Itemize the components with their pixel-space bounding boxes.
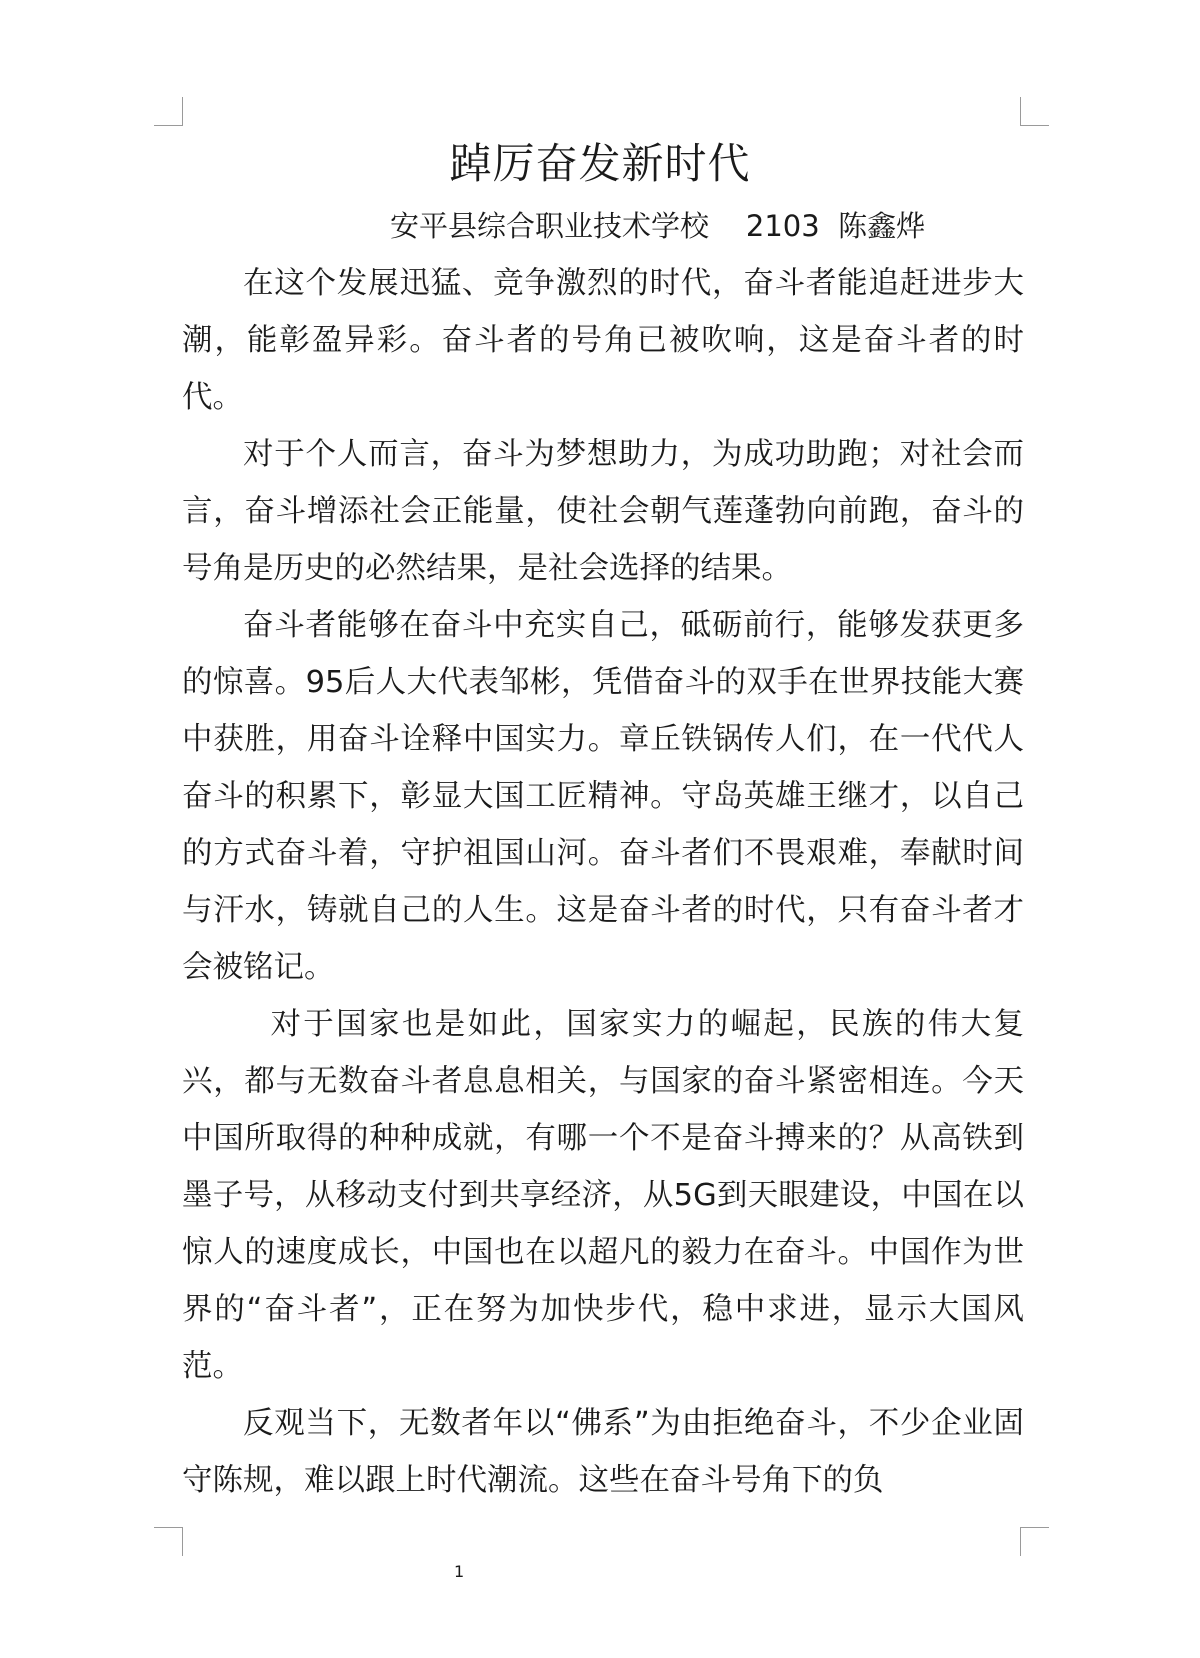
crop-mark-top-left xyxy=(154,97,183,126)
paragraph: 奋斗者能够在奋斗中充实自己，砥砺前行，能够发获更多的惊喜。95后人大代表邹彬，凭借奋斗的双手在世界技能大赛中获胜，用奋斗诠释中国实力。章丘铁锅传人们，在一代代人奋斗的积累下，彰显大国工匠精神。守岛英雄王继才，以自己的方式奋斗着，守护祖国山河。奋斗者们不畏艰难，奉献时间与汗水，铸就自己的人生。这是奋斗者的时代，只有奋斗者才会被铭记。 xyxy=(182,608,1024,985)
document-body xyxy=(182,255,1024,1509)
crop-mark-bottom-left xyxy=(154,1527,183,1556)
page-number: 1 xyxy=(454,1562,465,1581)
paragraph: 在这个发展迅猛、竞争激烈的时代，奋斗者能追赶进步大潮，能彰盈异彩。奋斗者的号角已被吹响，这是奋斗者的时代。 xyxy=(182,266,1024,415)
author-byline: 安平县综合职业技术学校 2103 陈鑫烨 xyxy=(390,209,926,243)
paragraph: 反观当下，无数者年以“佛系”为由拒绝奋斗，不少企业固守陈规，难以跟上时代潮流。这些在奋斗号角下的负 xyxy=(182,1406,1024,1498)
paragraph: 对于国家也是如此，国家实力的崛起，民族的伟大复兴，都与无数奋斗者息息相关，与国家的奋斗紧密相连。今天中国所取得的种种成就，有哪一个不是奋斗搏来的？从高铁到墨子号，从移动支付到共享经济，从5G到天眼建设，中国在以惊人的速度成长，中国也在以超凡的毅力在奋斗。中国作为世界的“奋斗者”，正在努为加快步代，稳中求进，显示大国风范。 xyxy=(182,1007,1024,1384)
paragraph: 对于个人而言，奋斗为梦想助力，为成功助跑；对社会而言，奋斗增添社会正能量，使社会朝气莲蓬勃向前跑，奋斗的号角是历史的必然结果，是社会选择的结果。 xyxy=(182,437,1024,586)
crop-mark-top-right xyxy=(1020,97,1049,126)
crop-mark-bottom-right xyxy=(1020,1527,1049,1556)
document-title: 踔厉奋发新时代 xyxy=(449,139,751,188)
